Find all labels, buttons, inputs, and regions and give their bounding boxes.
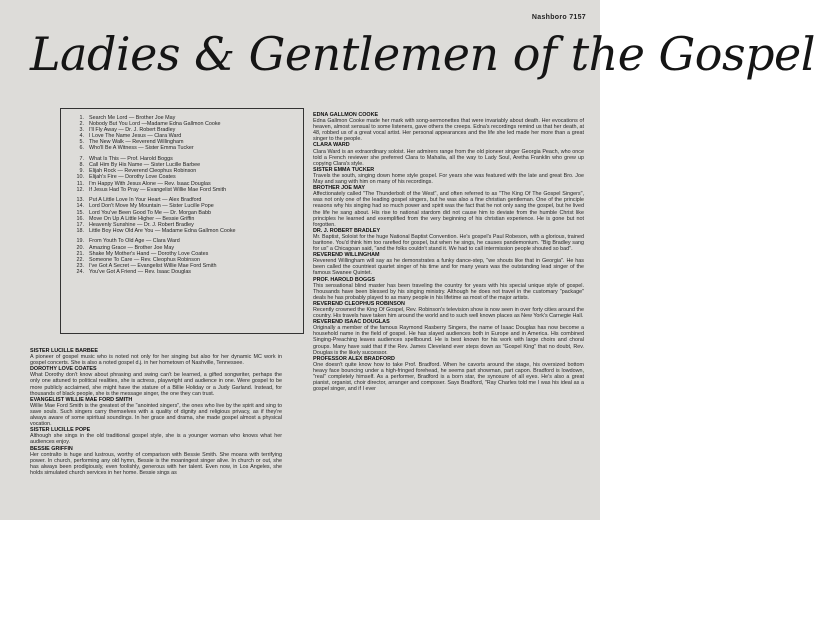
track-title-artist: Shake My Mother's Hand — Dorothy Love Coates: [89, 250, 209, 257]
track-number: 14.: [76, 203, 84, 210]
track-item: [71, 228, 303, 234]
artist-bio: Edna Gallmon Cooke made her mark with song-sermonettes that were invariably about death. Her evocations of heaven, almost sensual to some listeners, gave others the creeps. Edna's recordings remind us that her death, at 48, robbed us of a great vocal artist. Her personal appearances and the life she led made her more than a great singer to the people.: [313, 118, 584, 143]
artist-heading: BROTHER JOE MAY: [313, 185, 365, 192]
track-number: 12.: [76, 186, 84, 193]
track-number: 5.: [79, 139, 84, 146]
track-number: 22.: [76, 256, 84, 263]
artist-heading: EDNA GALLMON COOKE: [313, 112, 379, 118]
album-title: Ladies & Gentlemen of the Gospel: [30, 27, 815, 81]
track-title-artist: I'll Fly Away — Dr. J. Robert Bradley: [89, 127, 176, 134]
track-title-artist: I Love The Name Jesus — Clara Ward: [89, 133, 182, 140]
artist-bio: Willie Mae Ford Smith is the greatest of the "anointed singers", the ones who live by the spirit and sing to save souls. Such singers carry themselves with a quality of dignity and religious privacy, as if they're always aware of some spiritual soundings. In her grace and drama, she made gospel almost a physical vocation.: [30, 402, 282, 428]
track-number: 24.: [76, 268, 84, 275]
track-title-artist: What Is This — Prof. Harold Boggs: [89, 156, 173, 163]
track-number: 15.: [76, 209, 84, 216]
track-title-artist: Move On Up A Little Higher — Bessie Griffin: [89, 215, 195, 222]
track-number: 4.: [79, 133, 84, 140]
track-item: [71, 269, 303, 275]
artist-bio: Clara Ward is an extraordinary soloist. Her admirers range from the old pioneer singer Georgia Peach, who once told a French reviewer she preferred Clara to Mahalia, all the way to Lady Soul, Aretha Franklin who grew up copying Clara's style.: [313, 148, 584, 167]
track-title-artist: Lord Don't Move My Mountain — Sister Lucille Pope: [89, 203, 214, 210]
track-number: 16.: [76, 215, 84, 222]
track-title-artist: Heavenly Sunshine — Dr. J. Robert Bradley: [89, 221, 194, 228]
track-number: 20.: [76, 244, 84, 251]
blank-border: [0, 520, 600, 625]
artist-bio: This sensational blind master has been traveling the country for years with his special unique style of gospel. Thousands have been blessed by his singing ministry. Although he does not travel in the customary "package" deals he has probably played to as many people in his lifetime as most of the major artists.: [313, 282, 584, 301]
artist-heading: REVEREND CLEOPHUS ROBINSON: [313, 300, 405, 307]
track-number: 11.: [76, 180, 84, 187]
track-number: 8.: [79, 162, 84, 169]
track-title-artist: Put A Little Love In Your Heart — Alex Bradford: [89, 197, 202, 204]
artist-heading: REVEREND WILLINGHAM: [313, 252, 380, 259]
track-title-artist: Elijah's Fire — Dorothy Love Coates: [89, 174, 176, 181]
track-title-artist: You've Got A Friend — Rev. Isaac Douglas: [89, 268, 192, 275]
artist-heading: EVANGELIST WILLIE MAE FORD SMITH: [30, 396, 133, 403]
track-title-artist: Who'll Be A Witness — Sister Emma Tucker: [89, 145, 194, 152]
artist-heading: PROFESSOR ALEX BRADFORD: [313, 355, 395, 362]
catalog-number: Nashboro 7157: [531, 14, 586, 21]
track-number: 2.: [79, 121, 84, 128]
track-number: 17.: [76, 221, 84, 228]
track-number: 19.: [76, 238, 84, 245]
track-number: 23.: [76, 262, 84, 269]
artist-heading: PROF. HAROLD BOGGS: [313, 276, 375, 283]
artist-bio: Her contralto is huge and lustrous, worthy of comparison with Bessie Smith. She moans with terrifying power. In church, performing any old hymn, Bessie is the moaningest singer alive. In church or out, she has always been prodigiously, even foolishly, generous with her talent. Even now, in Los Angeles, she holds simulated church services in her home. Bessie sings as: [30, 451, 282, 476]
track-number: 9.: [79, 168, 84, 175]
artist-heading: DR. J. ROBERT BRADLEY: [313, 227, 381, 234]
track-title-artist: Search Me Lord — Brother Joe May: [89, 115, 176, 121]
artist-heading: CLARA WARD: [313, 142, 350, 149]
artist-bio: Originally a member of the famous Raymond Rasberry Singers, the name of Isaac Douglas has now become a household name in the field of gospel. He has slayed audiences both in Europe and in America. His combined Singing-Preaching leaves audiences spellbound. He is best known for his work with large choirs and choral groups. Many have said that if the Rev. James Cleveland ever steps down as "Gospel King" that no doubt, Rev. Douglas is the likely successor.: [313, 325, 584, 356]
track-item: [71, 187, 303, 193]
artist-bio: Mr. Baptist, Soloist for the huge National Baptist Convention. He's gospel's Paul Robeson, with a glorious, trained baritone. You'd think him too rarefied for gospel, but when he sings, he causes pandemonium. "Big Bradley sang for us" a Chicagoan said, "and the folks couldn't stand it. We had to call intermission people shouted so bad".: [313, 233, 584, 253]
track-title-artist: I'm Happy With Jesus Alone — Rev. Isaac Douglas: [89, 180, 211, 187]
artist-bio: Although she sings in the old traditional gospel style, she is a younger woman who knows what her audiences enjoy.: [30, 433, 282, 446]
track-number: 7.: [79, 156, 84, 163]
track-number: 10.: [76, 174, 84, 181]
track-title-artist: Lord You've Been Good To Me — Dr. Morgan Babb: [89, 209, 211, 216]
track-number: 18.: [76, 227, 84, 234]
track-title-artist: Nobody But You Lord —Madame Edna Gallmon Cooke: [89, 121, 221, 128]
track-number: 1.: [79, 115, 84, 121]
artist-heading: SISTER LUCILLE BARBEE: [30, 348, 98, 354]
artist-heading: SISTER LUCILLE POPE: [30, 427, 91, 434]
track-title-artist: Little Boy How Old Are You — Madame Edna Gallmon Cooke: [89, 227, 236, 234]
track-title-artist: Someone To Care — Rev. Cleophus Robinson: [89, 256, 200, 263]
track-number: 21.: [76, 250, 84, 257]
artist-bio: Travels the south, singing down home style gospel. For years she was featured with the late and great Bro. Joe May and sang with him on many of his recordings.: [313, 172, 584, 186]
artist-bio: Affectionately called "The Thunderbolt of the West", and often referred to as "The King Of The Gospel Singers", was not only one of the leading gospel singers, but he was also a fine christian gentleman. One of the principle reasons why his singing had so much power and spirit was the fact that he not only sang the gospel, but he lived the life he sang about. His rise to national stardom did not cause him to deviate from the humble Christ like principles he learned and exemplified from the very beginning of his christian experience. He is gone but not forgotten.: [313, 191, 584, 228]
track-title-artist: If Jesus Had To Pray — Evangelist Willie Mae Ford Smith: [89, 186, 227, 193]
track-title-artist: From Youth To Old Age — Clara Ward: [89, 238, 180, 245]
track-title-artist: The New Walk — Reverend Willingham: [89, 139, 184, 146]
liner-notes-right: [313, 112, 584, 520]
artist-bio: Reverend Willingham will say as he demonstrates a funky dance-step, "we shouts like that in Georgia". He has been called the countriest quartet singer of his time and for many years was the outstanding lead singer of the famous Swanee Quintet.: [313, 258, 584, 277]
track-title-artist: Call Him By His Name — Sister Lucille Barbee: [89, 162, 201, 169]
artist-heading: BESSIE GRIFFIN: [30, 445, 73, 452]
track-title-artist: Elijah Rock — Reverend Cleophus Robinson: [89, 168, 197, 175]
track-number: 6.: [79, 145, 84, 152]
artist-bio: A pioneer of gospel music who is noted not only for her singing but also for her dynamic MC work in gospel concerts. She is also a noted gospel d.j. in her hometown of Nashville, Tennessee.: [30, 354, 282, 367]
artist-heading: DOROTHY LOVE COATES: [30, 366, 97, 373]
liner-notes-left: [30, 348, 282, 520]
artist-bio: Recently crowned the King Of Gospel, Rev. Robinson's television show is now seen in over forty cities around the country. His travels have taken him around the world and to such well known places as New York's Carnegie Hall.: [313, 307, 584, 320]
artist-heading: SISTER EMMA TUCKER: [313, 166, 375, 173]
track-number: 3.: [79, 127, 84, 134]
track-item: [71, 145, 303, 151]
artist-heading: REVEREND ISAAC DOUGLAS: [313, 319, 390, 326]
track-title-artist: I've Got A Secret — Evangelist Willie Mae Ford Smith: [89, 262, 217, 269]
track-listing: [60, 108, 304, 334]
track-title-artist: Amazing Grace — Brother Joe May: [89, 244, 175, 251]
artist-bio: What Dorothy don't know about phrasing and swing can't be learned, a gifted songwriter, perhaps the only one attuned to political realities, she is actress, playwright and audience in one. Were gospel to be more publicly acclaimed, she might have the stature of a Billie Holiday or a Judy Garland. Instead, for thousands of black people, she is the message singer, the one they can trust.: [30, 372, 282, 397]
track-number: 13.: [76, 197, 84, 204]
artist-bio: One doesn't quite know how to take Prof. Bradford. When he cavorts around the stage, his oversized bottom heavy face bouncing under a high-fringed forehead, he seems part showman, part capon. Bradford is lowdown, "real" completely himself. As a performer, Bradford is a born star, the synosure of all eyes. He's also a great pianist, organist, choir director, arranger and composer. Says Bradford, "Ray Charles told me I was his ideal as a gospel singer, and if I ever: [313, 361, 584, 393]
